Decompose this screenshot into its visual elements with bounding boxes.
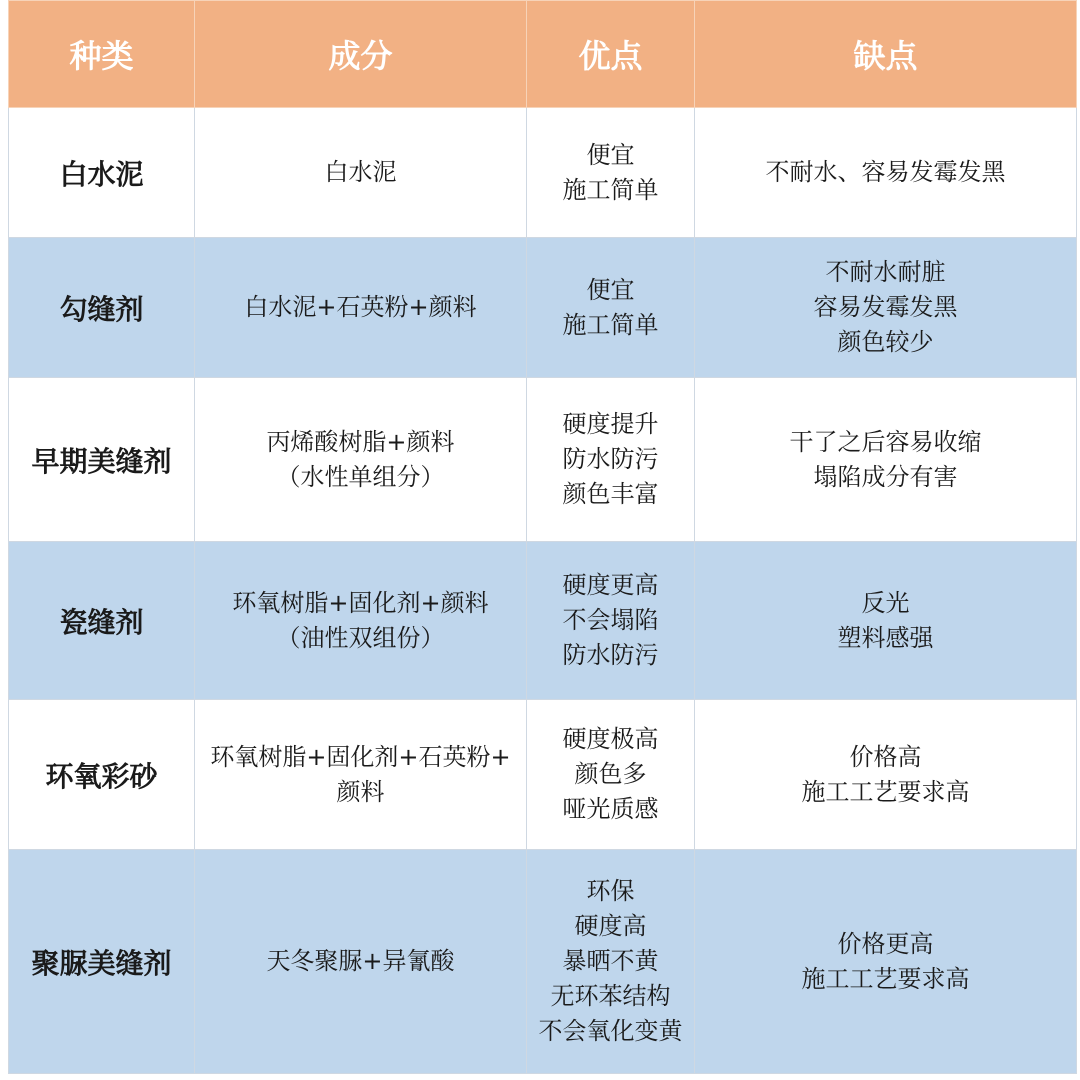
pros-line: 不会塌陷 — [562, 606, 659, 634]
type-cell: 白水泥 — [9, 108, 195, 238]
comparison-table — [8, 0, 1077, 1074]
pros-cell — [527, 378, 695, 542]
cons-cell — [695, 850, 1077, 1074]
cons-cell — [695, 238, 1077, 378]
pros-line: 便宜 — [586, 275, 635, 304]
cons-line: 价格高 — [849, 742, 922, 771]
pros-line: 不会氧化变黄 — [538, 1017, 683, 1045]
pros-cell — [527, 850, 695, 1074]
pros-line: 防水防污 — [562, 445, 659, 473]
cons-line: 反光 — [861, 588, 910, 617]
pros-line: 颜色多 — [574, 760, 647, 788]
cons-cell — [695, 700, 1077, 850]
composition-line: 白水泥+石英粉+颜料 — [244, 293, 477, 321]
composition-line: 白水泥 — [324, 158, 397, 186]
composition-line: 天冬聚脲+异氰酸 — [266, 947, 455, 975]
cons-cell — [695, 542, 1077, 700]
type-cell: 环氧彩砂 — [9, 700, 195, 850]
type-cell: 勾缝剂 — [9, 238, 195, 378]
cons-line: 颜色较少 — [837, 328, 934, 356]
pros-line: 施工简单 — [562, 310, 659, 339]
composition-cell — [195, 542, 527, 700]
cons-line: 塑料感强 — [837, 623, 934, 652]
pros-line: 环保 — [586, 877, 635, 905]
table-row — [9, 378, 1077, 542]
pros-line: 施工简单 — [562, 175, 659, 204]
cons-line: 不耐水、容易发霉发黑 — [765, 158, 1006, 186]
cons-line: 不耐水耐脏 — [825, 258, 946, 286]
table-row — [9, 542, 1077, 700]
cons-cell — [695, 108, 1077, 238]
table-row — [9, 700, 1077, 850]
composition-cell — [195, 700, 527, 850]
header-composition: 成分 — [195, 1, 527, 108]
pros-cell — [527, 238, 695, 378]
composition-line: 环氧树脂+固化剂+颜料 — [232, 588, 489, 617]
composition-cell — [195, 850, 527, 1074]
composition-line: 丙烯酸树脂+颜料 — [266, 427, 455, 456]
table-row — [9, 108, 1077, 238]
composition-line: （水性单组分） — [276, 462, 445, 491]
pros-line: 颜色丰富 — [562, 480, 659, 508]
pros-line: 防水防污 — [562, 641, 659, 669]
header-cons: 缺点 — [695, 1, 1077, 108]
cons-line: 容易发霉发黑 — [813, 293, 958, 321]
type-cell: 瓷缝剂 — [9, 542, 195, 700]
pros-cell — [527, 700, 695, 850]
cons-line: 施工工艺要求高 — [801, 777, 970, 806]
cons-line: 施工工艺要求高 — [801, 964, 970, 993]
pros-line: 硬度更高 — [562, 571, 659, 599]
pros-line: 无环苯结构 — [550, 982, 671, 1010]
cons-line: 塌陷成分有害 — [813, 462, 958, 491]
cons-line: 干了之后容易收缩 — [789, 427, 982, 456]
pros-cell — [527, 108, 695, 238]
pros-line: 哑光质感 — [562, 795, 659, 823]
table-row — [9, 850, 1077, 1074]
cons-cell — [695, 378, 1077, 542]
pros-line: 便宜 — [586, 140, 635, 169]
composition-line: 颜料 — [336, 777, 385, 806]
table-row — [9, 238, 1077, 378]
cons-line: 价格更高 — [837, 929, 934, 958]
pros-line: 硬度提升 — [562, 410, 659, 438]
composition-line: 环氧树脂+固化剂+石英粉+ — [210, 742, 511, 771]
composition-line: （油性双组份） — [276, 623, 445, 652]
pros-line: 硬度高 — [574, 912, 647, 940]
composition-cell — [195, 108, 527, 238]
type-cell: 聚脲美缝剂 — [9, 850, 195, 1074]
table-header-row — [9, 1, 1077, 108]
pros-cell — [527, 542, 695, 700]
composition-cell — [195, 238, 527, 378]
header-pros: 优点 — [527, 1, 695, 108]
pros-line: 暴晒不黄 — [562, 947, 659, 975]
composition-cell — [195, 378, 527, 542]
pros-line: 硬度极高 — [562, 725, 659, 753]
header-type: 种类 — [9, 1, 195, 108]
type-cell: 早期美缝剂 — [9, 378, 195, 542]
